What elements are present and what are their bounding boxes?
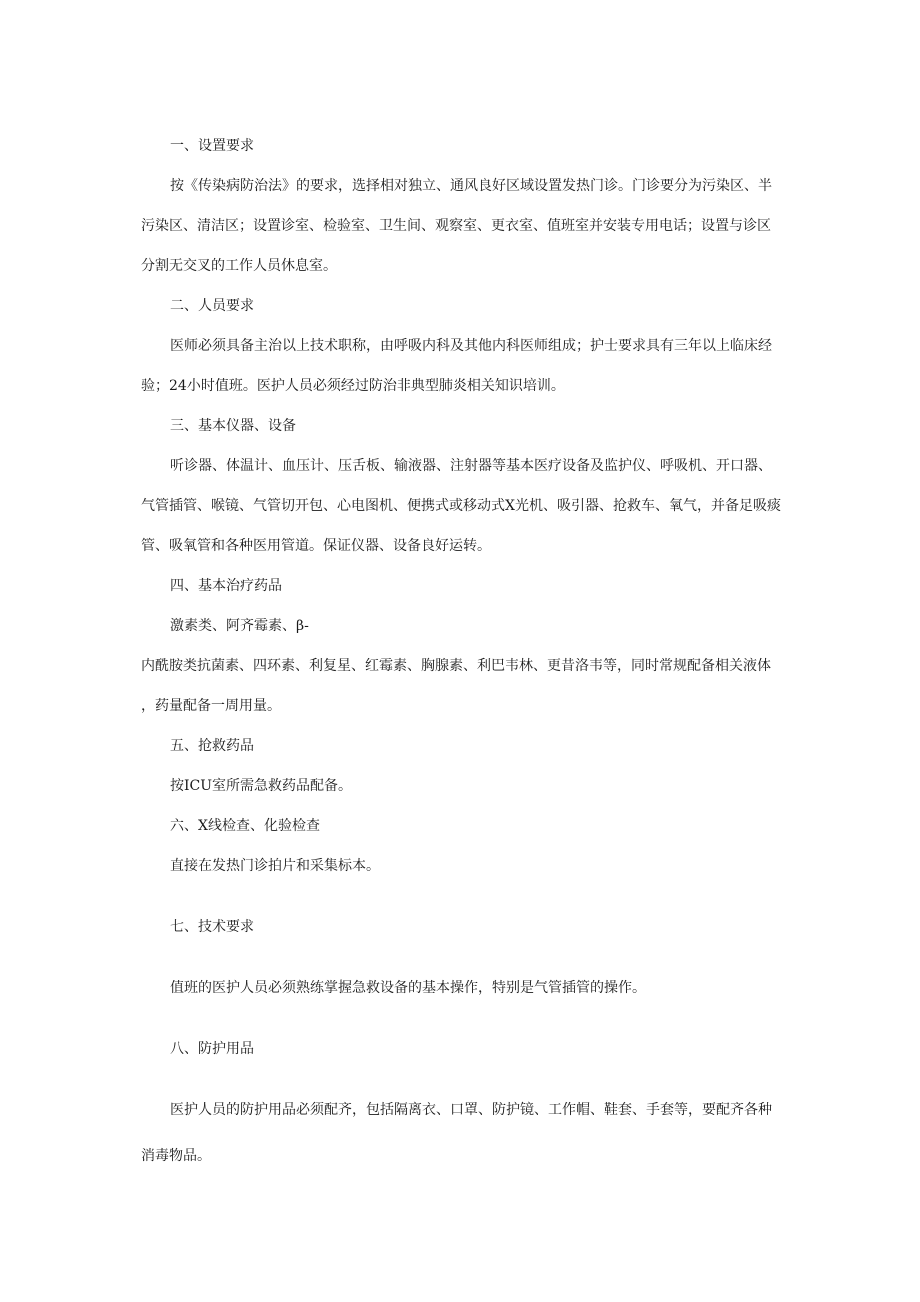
paragraph-line: 验；24小时值班。医护人员必须经过防治非典型肺炎相关知识培训。 xyxy=(141,378,565,394)
paragraph-line: 听诊器、体温计、血压计、压舌板、输液器、注射器等基本医疗设备及监护仪、呼吸机、开口器、 xyxy=(170,458,772,474)
section-heading-6: 六、X线检查、化验检查 xyxy=(170,818,320,834)
section-heading-1: 一、设置要求 xyxy=(170,138,254,154)
paragraph-line: 气管插管、喉镜、气管切开包、心电图机、便携式或移动式X光机、吸引器、抢救车、氧气，并备足吸痰 xyxy=(141,498,781,514)
paragraph-line: 消毒物品。 xyxy=(141,1148,211,1164)
paragraph-line: 按《传染病防治法》的要求，选择相对独立、通风良好区域设置发热门诊。门诊要分为污染区、半 xyxy=(170,178,772,194)
section-heading-5: 五、抢救药品 xyxy=(170,738,254,754)
paragraph-line: 值班的医护人员必须熟练掌握急救设备的基本操作，特别是气管插管的操作。 xyxy=(170,980,646,996)
section-heading-4: 四、基本治疗药品 xyxy=(170,578,282,594)
paragraph-line: ，药量配备一周用量。 xyxy=(141,698,281,714)
paragraph-line: 直接在发热门诊拍片和采集标本。 xyxy=(170,858,380,874)
paragraph-line: 分割无交叉的工作人员休息室。 xyxy=(141,258,337,274)
paragraph-line: 按ICU室所需急救药品配备。 xyxy=(170,778,353,794)
paragraph-line: 激素类、阿齐霉素、β- xyxy=(170,618,309,634)
section-heading-2: 二、人员要求 xyxy=(170,298,254,314)
paragraph-line: 医师必须具备主治以上技术职称，由呼吸内科及其他内科医师组成；护士要求具有三年以上临床经 xyxy=(170,338,772,354)
paragraph-line: 内酰胺类抗菌素、四环素、利复星、红霉素、胸腺素、利巴韦林、更昔洛韦等，同时常规配备相关液体 xyxy=(141,658,771,674)
section-heading-7: 七、技术要求 xyxy=(170,919,254,935)
section-heading-8: 八、防护用品 xyxy=(170,1041,254,1057)
paragraph-line: 污染区、清洁区；设置诊室、检验室、卫生间、观察室、更衣室、值班室并安装专用电话；设置与诊区 xyxy=(141,218,771,234)
paragraph-line: 管、吸氧管和各种医用管道。保证仪器、设备良好运转。 xyxy=(141,538,491,554)
paragraph-line: 医护人员的防护用品必须配齐，包括隔离衣、口罩、防护镜、工作帽、鞋套、手套等，要配齐各种 xyxy=(170,1102,772,1118)
section-heading-3: 三、基本仪器、设备 xyxy=(170,418,296,434)
